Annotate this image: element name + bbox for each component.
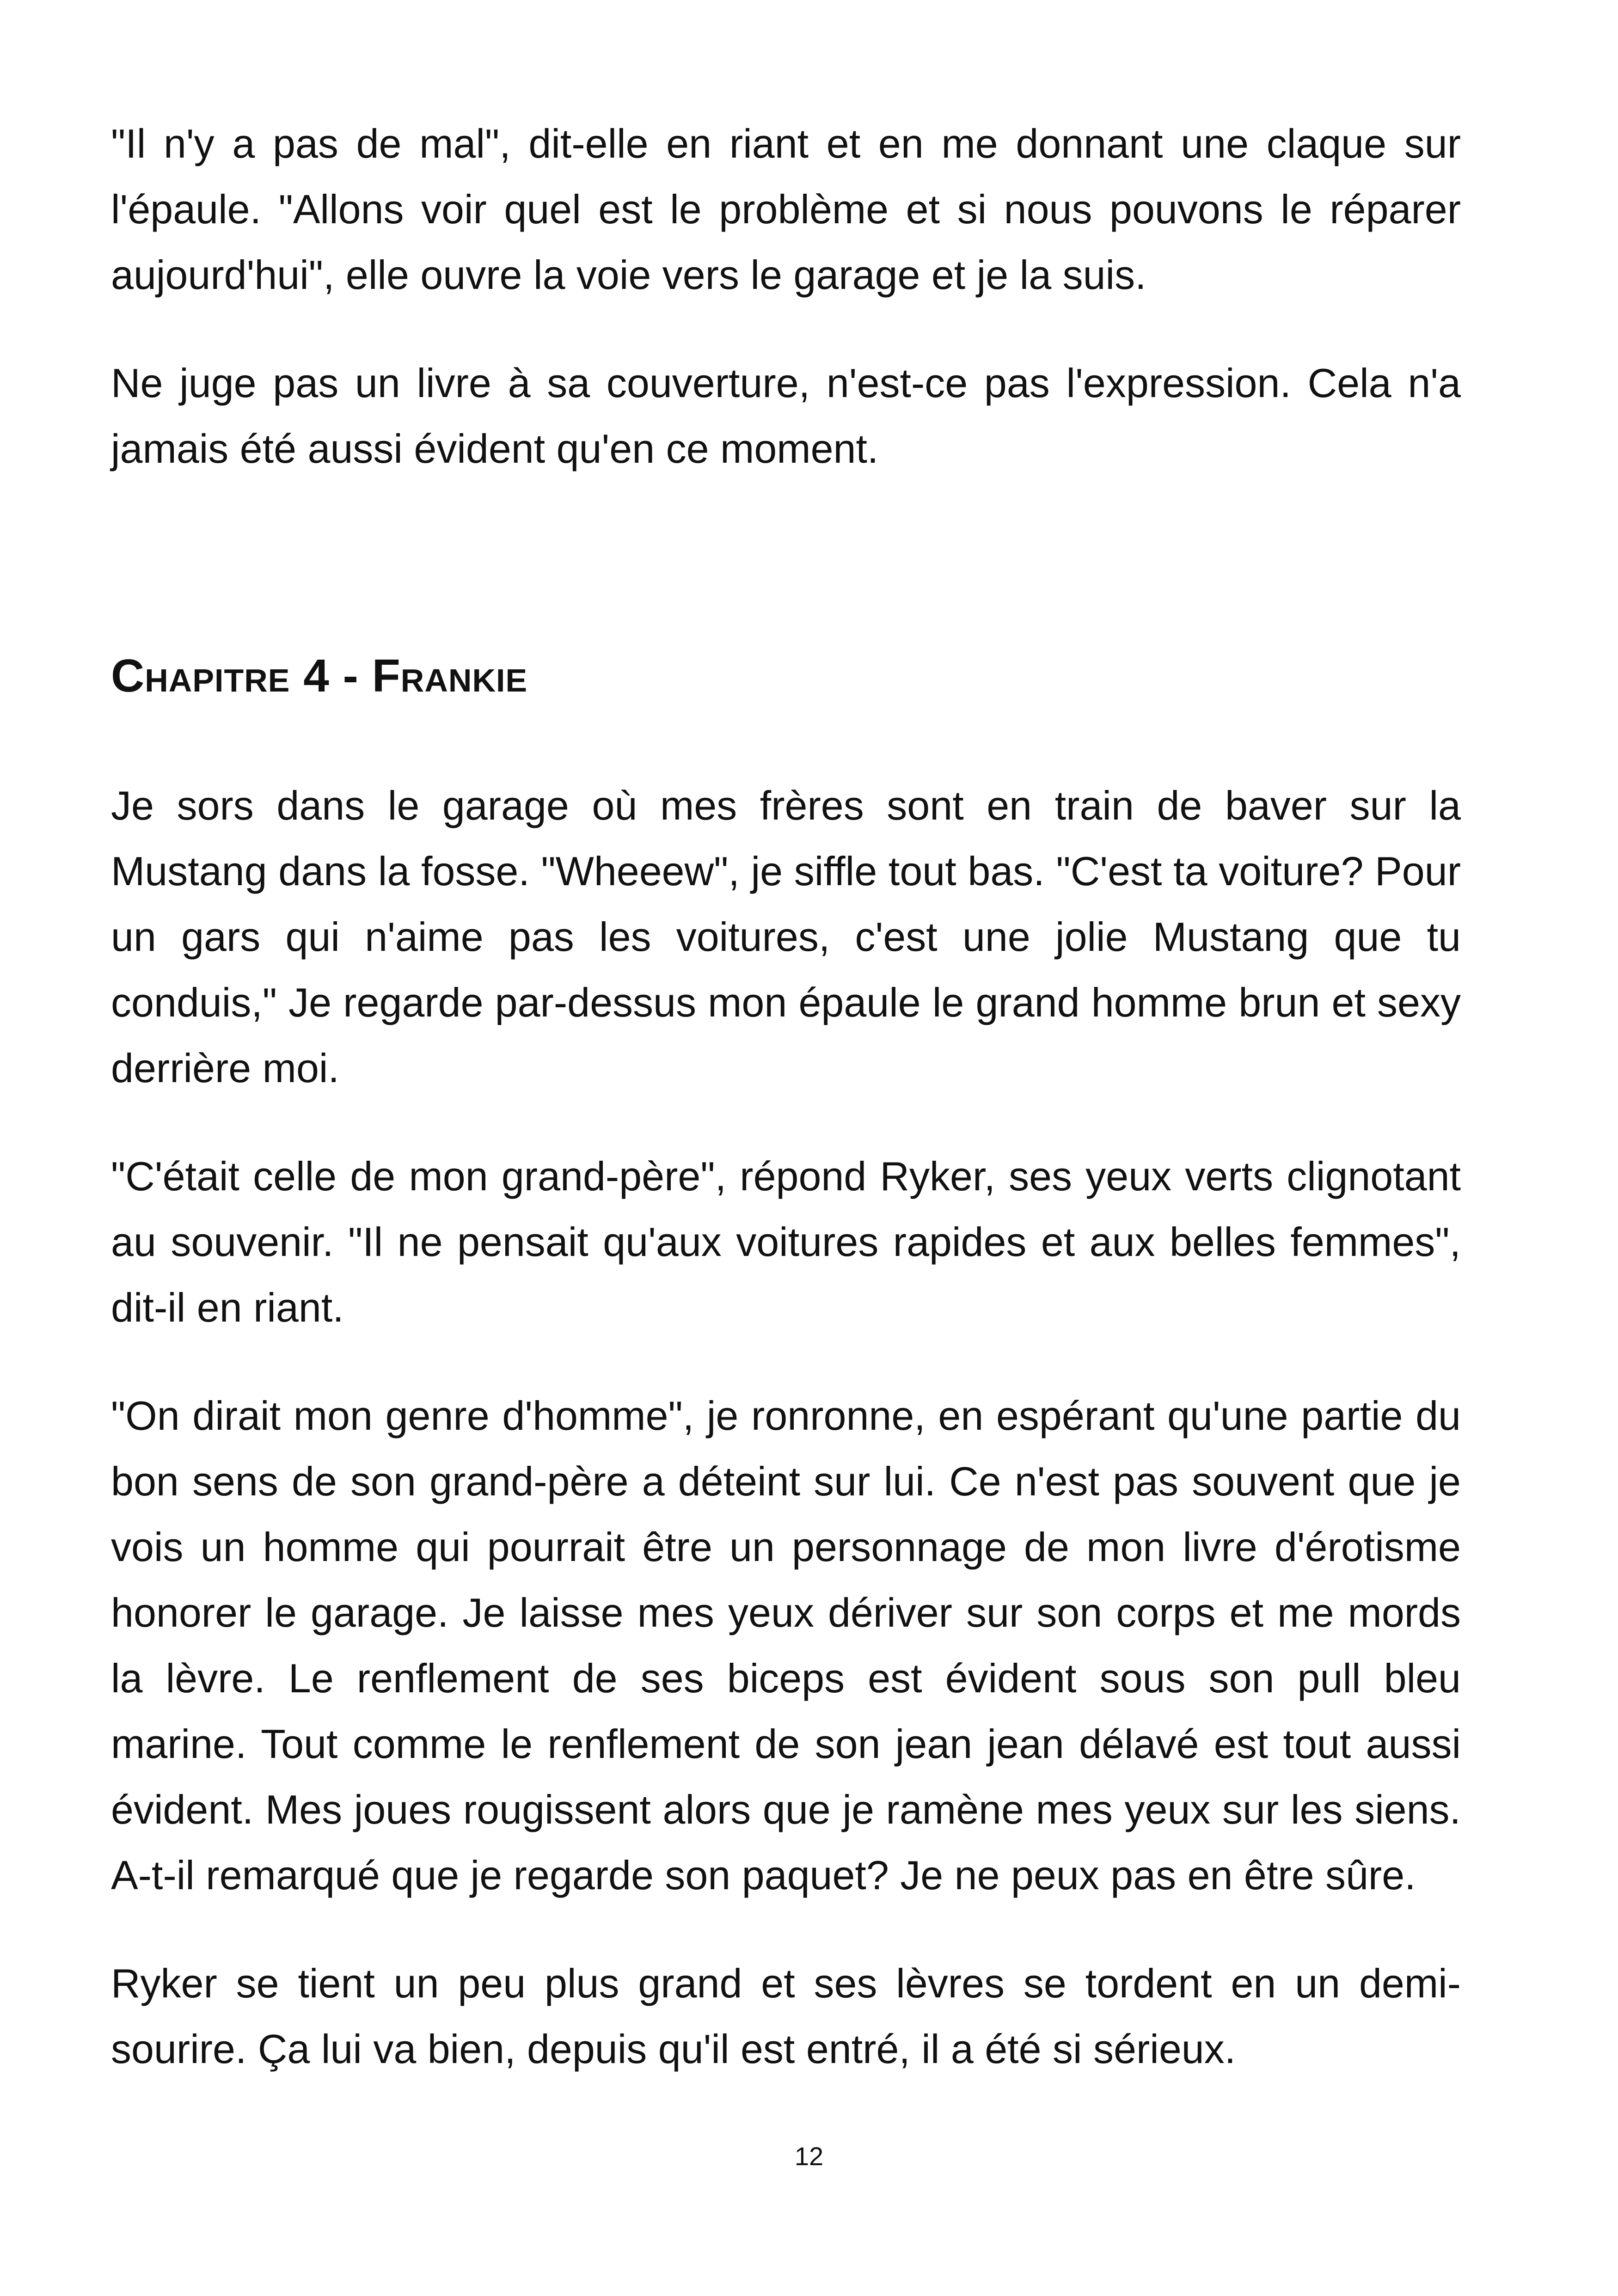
paragraph: Ryker se tient un peu plus grand et ses lèvres se tordent en un demi-sourire. Ça lui va bien, depuis qu'il est entré, il a été si sérieux. — [111, 1960, 1461, 2072]
page-number: 12 — [794, 2142, 824, 2171]
page-body — [111, 111, 1461, 2082]
paragraph: "C'était celle de mon grand-père", répond Ryker, ses yeux verts clignotant au souvenir. "Il ne pensait qu'aux voitures rapides et aux belles femmes", dit-il en riant. — [111, 1153, 1461, 1330]
paragraph: Ne juge pas un livre à sa couverture, n'est-ce pas l'expression. Cela n'a jamais été aussi évident qu'en ce moment. — [111, 360, 1461, 471]
paragraph: "Il n'y a pas de mal", dit-elle en riant et en me donnant une claque sur l'épaule. "Allons voir quel est le problème et si nous pouvons le réparer aujourd'hui", elle ouvre la voie vers le garage et je la suis. — [111, 121, 1461, 298]
paragraph: "On dirait mon genre d'homme", je ronronne, en espérant qu'une partie du bon sens de son grand-père a déteint sur lui. Ce n'est pas souvent que je vois un homme qui pourrait être un personnage de mon livre d'érotisme honorer le garage. Je laisse mes yeux dériver sur son corps et me mords la lèvre. Le renflement de ses biceps est évident sous son pull bleu marine. Tout comme le renflement de son jean jean délavé est tout aussi évident. Mes joues rougissent alors que je ramène mes yeux sur les siens. A-t-il remarqué que je regarde son paquet? Je ne peux pas en être sûre. — [111, 1393, 1461, 1898]
paragraph: Je sors dans le garage où mes frères sont en train de baver sur la Mustang dans la fosse. "Wheeew", je siffle tout bas. "C'est ta voiture? Pour un gars qui n'aime pas les voitures, c'est une jolie Mustang que tu conduis," Je regarde par-dessus mon épaule le grand homme brun et sexy derrière moi. — [111, 783, 1461, 1091]
chapter-title: Chapitre 4 - Frankie — [111, 650, 528, 702]
